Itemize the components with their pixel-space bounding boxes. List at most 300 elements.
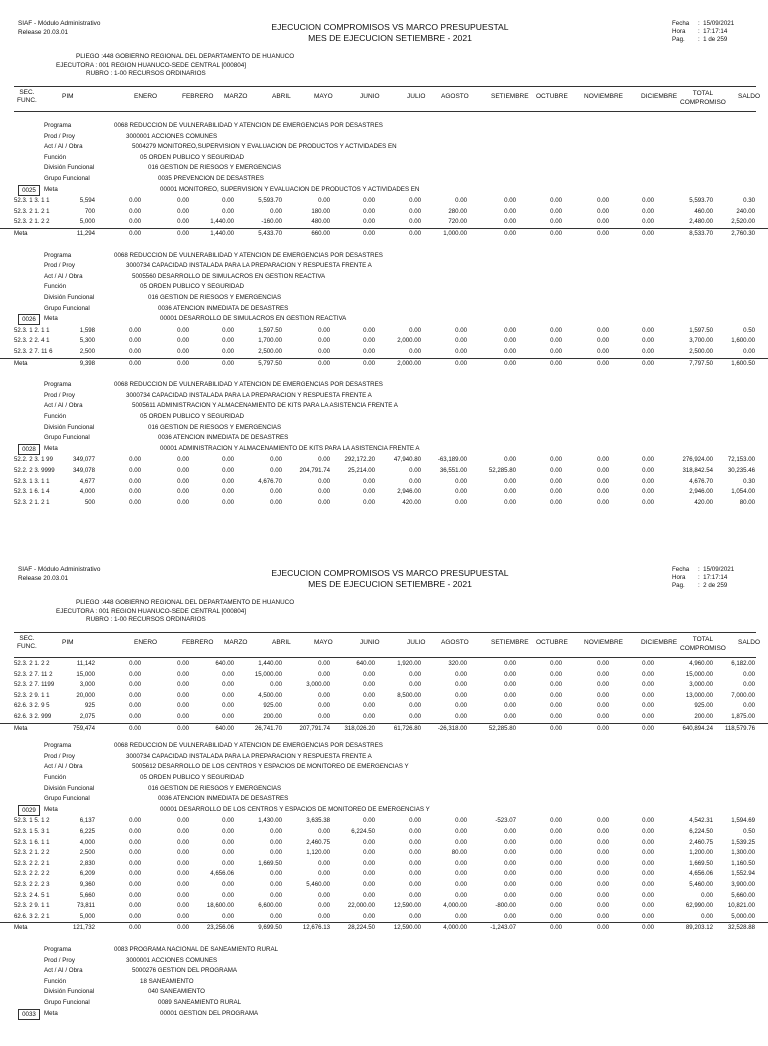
section-line: 3000734 CAPACIDAD INSTALADA PARA LA PREPARACION Y RESPUESTA FRENTE A: [126, 262, 372, 270]
row-value: 200.00: [694, 713, 713, 720]
section-label: Programa: [44, 122, 72, 129]
row-value: 0.00: [597, 218, 609, 226]
row-value: 0.00: [642, 713, 654, 720]
row-code: 52.3. 2 1. 2 1: [14, 498, 50, 506]
row-value: 15,000.00: [685, 670, 713, 678]
col-total-l2: COMPROMISO: [680, 645, 726, 652]
row-code: 52.3. 2 1. 2 1: [14, 207, 50, 215]
section-label: Prod / Proy: [44, 132, 75, 140]
row-value: 0.00: [550, 828, 562, 835]
row-code: 52.3. 1 3. 1 1: [14, 477, 50, 485]
row-value: 0.00: [455, 702, 467, 710]
row-value: 0.00: [222, 891, 234, 899]
row-value: 0.00: [504, 912, 516, 920]
row-value: 0.00: [409, 817, 421, 825]
date-row: [672, 28, 734, 36]
table-row: [0, 891, 768, 902]
row-value: 0.00: [129, 838, 141, 846]
col-month: MARZO: [224, 93, 248, 100]
row-value: 0.00: [363, 218, 375, 226]
row-value: 0.00: [642, 456, 654, 464]
table-row: [0, 901, 768, 912]
row-value: 0.00: [597, 488, 609, 496]
row-value: 0.00: [550, 498, 562, 506]
row-value: 6,209: [79, 870, 95, 878]
row-value: 5,660.00: [731, 891, 755, 899]
row-value: 0.00: [550, 477, 562, 485]
col-month: JULIO: [407, 639, 426, 646]
section-line: 18 SANEAMIENTO: [140, 977, 194, 985]
row-value: 0.00: [455, 477, 467, 485]
row-value: 1,539.25: [731, 838, 755, 846]
row-value: 660.00: [311, 230, 330, 237]
row-value: 30,235.46: [727, 467, 755, 474]
row-value: 0.00: [177, 326, 189, 334]
section-line: 3000734 CAPACIDAD INSTALADA PARA LA PREPARACION Y RESPUESTA FRENTE A: [126, 752, 372, 760]
row-value: 0.00: [642, 670, 654, 678]
row-value: 0.00: [550, 902, 562, 910]
row-value: 0.00: [455, 838, 467, 846]
date-value: 1 de 259: [703, 36, 728, 43]
row-value: 0.00: [550, 348, 562, 355]
meta-number-box: 0026: [18, 314, 40, 325]
row-value: 0.00: [642, 467, 654, 474]
row-value: 6,225: [79, 828, 95, 835]
row-value: 207,791.74: [299, 724, 330, 732]
section-labels: [44, 741, 94, 805]
row-code: 52.3. 1 5. 3 1: [14, 828, 50, 835]
row-value: 2,075: [79, 713, 95, 720]
date-row: [672, 574, 734, 582]
row-value: 1,000.00: [443, 230, 467, 237]
table-row: [0, 701, 768, 712]
row-code: 52.3. 2 1. 2 2: [14, 849, 50, 857]
row-value: 0.00: [409, 681, 421, 689]
row-code: 52.3. 2 2. 2 1: [14, 859, 50, 867]
col-month: DICIEMBRE: [641, 93, 678, 100]
row-value: 0.00: [222, 337, 234, 345]
row-value: 292,172.20: [344, 456, 375, 464]
row-value: 1,552.94: [731, 870, 755, 878]
row-value: 1,600.50: [731, 359, 755, 367]
row-code: 52.3. 2 2. 2 2: [14, 870, 50, 878]
section-line: 040 SANEAMIENTO: [148, 988, 205, 996]
date-colon: :: [698, 20, 704, 27]
row-value: 0.00: [363, 702, 375, 710]
row-value: 0.00: [318, 326, 330, 334]
row-value: 0.00: [504, 713, 516, 720]
row-value: 0.00: [642, 849, 654, 857]
row-value: 4,500.00: [258, 691, 282, 699]
section-label: División Funcional: [44, 293, 95, 301]
row-value: 0.00: [597, 859, 609, 867]
row-value: 0.00: [504, 477, 516, 485]
row-value: 0.00: [318, 337, 330, 345]
row-value: 0.00: [177, 849, 189, 857]
row-value: 32,528.88: [727, 924, 755, 932]
row-value: 0.00: [270, 681, 282, 689]
row-value: 4,000.00: [443, 924, 467, 932]
report-title-block: [230, 22, 550, 44]
row-value: 0.00: [550, 359, 562, 367]
date-colon: :: [698, 582, 704, 589]
row-value: 0.00: [504, 691, 516, 699]
table-row: [0, 326, 768, 337]
row-value: 0.00: [642, 838, 654, 846]
ejecutora-line: EJECUTORA : 001 REGION HUANUCO-SEDE CENTRAL [000804]: [56, 61, 247, 69]
row-value: 0.00: [455, 881, 467, 888]
row-value: 0.00: [642, 348, 654, 355]
row-code: 52.3. 1 2. 1 1: [14, 326, 50, 334]
row-value: 0.00: [222, 817, 234, 825]
section-line: 05 ORDEN PUBLICO Y SEGURIDAD: [140, 283, 244, 291]
row-value: 1,597.50: [689, 326, 713, 334]
section-line: 5000276 GESTION DEL PROGRAMA: [132, 967, 237, 975]
row-value: 5,593.70: [689, 197, 713, 205]
budget-section: [0, 741, 768, 815]
budget-section: [0, 121, 768, 195]
row-code: 52.3. 1 5. 1 2: [14, 817, 50, 825]
row-value: 0.00: [504, 207, 516, 215]
section-label: Prod / Proy: [44, 262, 75, 270]
row-value: 0.50: [743, 326, 755, 334]
date-key: Fecha: [672, 20, 690, 27]
row-value: 4,677: [79, 477, 95, 485]
col-month: ABRIL: [272, 93, 291, 100]
row-value: 0.00: [642, 912, 654, 920]
row-value: 0.30: [743, 197, 755, 205]
row-value: 0.00: [455, 713, 467, 720]
row-value: 1,669.50: [258, 859, 282, 867]
row-value: 0.00: [597, 902, 609, 910]
row-value: 0.00: [129, 230, 141, 237]
row-value: 5,593.70: [258, 197, 282, 205]
row-value: 2,500: [79, 348, 95, 355]
date-key: Hora: [672, 574, 686, 581]
row-value: 0.00: [222, 838, 234, 846]
section-line: 5005560 DESARROLLO DE SIMULACROS EN GESTION REACTIVA: [132, 272, 326, 280]
row-value: 0.00: [642, 207, 654, 215]
row-value: 0.00: [504, 681, 516, 689]
row-value: 0.00: [363, 197, 375, 205]
row-value: 0.00: [129, 498, 141, 506]
table-row: [0, 466, 768, 477]
row-value: 0.00: [597, 924, 609, 932]
row-value: 0.00: [177, 702, 189, 710]
row-value: 420.00: [402, 498, 421, 506]
section-label: Programa: [44, 381, 72, 389]
table-row: [0, 712, 768, 723]
section-line: 00001 ADMINISTRACION Y ALMACENAMIENTO DE KITS PARA LA ASISTENCIA FRENTE A: [160, 444, 420, 452]
row-value: 7,797.50: [689, 359, 713, 367]
row-value: 2,946.00: [689, 488, 713, 496]
date-row: [672, 36, 734, 44]
row-value: 240.00: [736, 207, 755, 215]
section-label: Función: [44, 412, 67, 420]
row-value: 0.00: [363, 348, 375, 355]
row-value: 0.00: [597, 207, 609, 215]
row-value: 0.00: [504, 670, 516, 678]
row-value: 52,285.80: [488, 467, 516, 474]
col-func-label: FUNC.: [17, 643, 37, 650]
row-value: 0.00: [363, 691, 375, 699]
table-row: [0, 477, 768, 488]
row-code: Meta: [14, 230, 28, 237]
row-value: 280.00: [448, 207, 467, 215]
row-value: 0.00: [177, 902, 189, 910]
row-value: 0.00: [222, 681, 234, 689]
row-code: 52.3. 1 3. 1 1: [14, 197, 50, 205]
row-value: 0.00: [177, 230, 189, 237]
row-value: 0.00: [409, 870, 421, 878]
row-value: 0.00: [177, 912, 189, 920]
col-month: MAYO: [314, 93, 333, 100]
col-saldo: SALDO: [738, 639, 761, 646]
row-value: 0.00: [270, 881, 282, 888]
section-label: Grupo Funcional: [44, 304, 90, 312]
row-value: 121,732: [72, 924, 95, 932]
row-value: 0.00: [177, 498, 189, 506]
row-value: 0.00: [642, 881, 654, 888]
row-value: -523.07: [495, 817, 516, 825]
row-value: 1,054.00: [731, 488, 755, 496]
row-value: 0.00: [318, 488, 330, 496]
row-value: 0.00: [701, 912, 713, 920]
row-value: 0.00: [177, 691, 189, 699]
row-value: 0.00: [222, 849, 234, 857]
row-value: 0.00: [318, 197, 330, 205]
row-value: 0.00: [597, 691, 609, 699]
meta-total-row: [0, 228, 768, 240]
row-value: 3,000.00: [689, 681, 713, 689]
row-value: 925.00: [694, 702, 713, 710]
report-title: EJECUCION COMPROMISOS VS MARCO PRESUPUESTAL: [271, 568, 509, 578]
row-value: 0.00: [318, 702, 330, 710]
row-value: -26,318.00: [437, 724, 467, 732]
row-value: 0.00: [642, 326, 654, 334]
row-value: 0.00: [222, 326, 234, 334]
row-value: 925.00: [263, 702, 282, 710]
row-value: 0.00: [129, 849, 141, 857]
row-value: 0.50: [743, 828, 755, 835]
row-value: 5,797.50: [258, 359, 282, 367]
row-value: 5,594: [79, 197, 95, 205]
row-value: 640.00: [215, 724, 234, 732]
row-value: 1,700.00: [258, 337, 282, 345]
row-value: 36,551.00: [439, 467, 467, 474]
row-value: 2,000.00: [397, 337, 421, 345]
section-label: Función: [44, 283, 67, 291]
section-label: Act / AI / Obra: [44, 272, 83, 280]
row-value: 0.00: [222, 691, 234, 699]
row-code: 62.6. 3 2. 2 1: [14, 912, 50, 920]
row-value: 0.00: [177, 724, 189, 732]
row-value: 0.00: [177, 218, 189, 226]
row-value: 0.00: [270, 891, 282, 899]
row-value: 0.00: [409, 859, 421, 867]
row-value: 6,182.00: [731, 660, 755, 667]
section-line: 05 ORDEN PUBLICO Y SEGURIDAD: [140, 412, 244, 420]
row-value: 0.00: [177, 670, 189, 678]
col-month: ENERO: [134, 639, 158, 646]
col-pim: PIM: [62, 639, 74, 646]
meta-number-box: 0033: [18, 1009, 40, 1020]
col-total-l1: TOTAL: [692, 90, 714, 97]
row-value: 0.00: [363, 713, 375, 720]
date-colon: :: [698, 28, 704, 35]
row-value: 0.00: [129, 817, 141, 825]
row-value: 0.00: [455, 891, 467, 899]
section-labels: [44, 945, 94, 1009]
col-sec: [17, 635, 37, 651]
report-subtitle: MES DE EJECUCION SETIEMBRE - 2021: [308, 33, 472, 43]
row-value: 3,635.38: [306, 817, 330, 825]
row-value: 0.00: [455, 691, 467, 699]
row-value: 0.00: [455, 498, 467, 506]
row-value: 8,533.70: [689, 230, 713, 237]
row-value: 0.00: [409, 467, 421, 474]
row-value: 0.00: [455, 817, 467, 825]
row-value: 500: [84, 498, 95, 506]
row-value: 0.00: [455, 681, 467, 689]
row-value: 0.00: [129, 924, 141, 932]
row-value: 0.00: [363, 838, 375, 846]
row-value: 0.00: [504, 326, 516, 334]
row-value: 5,460.00: [689, 881, 713, 888]
row-value: 0.00: [222, 670, 234, 678]
release-label: Release 20.03.01: [18, 28, 69, 36]
row-value: 0.00: [270, 870, 282, 878]
row-value: 0.00: [363, 326, 375, 334]
row-value: 62,990.00: [685, 902, 713, 910]
row-value: 4,542.31: [689, 817, 713, 825]
section-label: Act / AI / Obra: [44, 967, 83, 975]
section-line: 3000001 ACCIONES COMUNES: [126, 956, 218, 964]
section-label: Act / AI / Obra: [44, 143, 83, 151]
row-value: 0.00: [318, 828, 330, 835]
row-value: 0.00: [129, 902, 141, 910]
row-value: 0.00: [597, 912, 609, 920]
row-code: 52.3. 2 2. 2 3: [14, 881, 50, 888]
meta-total-row: [0, 922, 768, 934]
row-value: 0.00: [597, 891, 609, 899]
table-row: [0, 347, 768, 358]
row-value: 0.00: [504, 456, 516, 464]
row-code: 52.3. 2 9. 1 1: [14, 691, 50, 699]
row-value: 0.00: [222, 488, 234, 496]
row-value: 420.00: [694, 498, 713, 506]
row-value: 1,920.00: [397, 660, 421, 667]
row-value: 0.00: [597, 326, 609, 334]
row-value: 2,460.75: [689, 838, 713, 846]
row-value: 0.00: [550, 924, 562, 932]
row-value: 0.00: [129, 326, 141, 334]
row-value: 0.00: [363, 207, 375, 215]
row-code: 52.3. 2 9. 1 1: [14, 902, 50, 910]
row-value: 1,200.00: [689, 849, 713, 857]
col-month: ABRIL: [272, 639, 291, 646]
row-value: 0.00: [642, 724, 654, 732]
row-value: 0.00: [597, 881, 609, 888]
row-value: 0.00: [177, 859, 189, 867]
table-row: [0, 838, 768, 849]
date-block: [672, 566, 734, 590]
col-month: DICIEMBRE: [641, 639, 678, 646]
row-value: 276,924.00: [682, 456, 713, 464]
row-value: 5,000: [79, 218, 95, 226]
col-month: OCTUBRE: [536, 93, 568, 100]
meta-label: Meta: [44, 185, 58, 193]
row-value: 0.00: [642, 817, 654, 825]
section-line: 3000001 ACCIONES COMUNES: [126, 132, 218, 140]
date-colon: :: [698, 574, 704, 581]
row-value: 0.00: [129, 870, 141, 878]
row-value: 0.00: [177, 456, 189, 464]
row-value: 0.00: [177, 477, 189, 485]
row-value: 640.00: [356, 660, 375, 667]
row-value: 0.00: [270, 912, 282, 920]
row-value: 0.00: [455, 859, 467, 867]
row-value: 0.00: [222, 197, 234, 205]
row-value: 0.00: [597, 456, 609, 464]
row-value: 204,791.74: [299, 467, 330, 474]
row-value: 0.00: [177, 838, 189, 846]
row-value: 0.00: [129, 456, 141, 464]
report-title-block: [230, 568, 550, 590]
budget-section: [0, 945, 768, 1019]
row-value: 80.00: [451, 849, 467, 857]
release-label: Release 20.03.01: [18, 574, 69, 582]
row-value: 12,590.00: [393, 902, 421, 910]
row-value: 2,500.00: [689, 348, 713, 355]
row-value: 0.00: [129, 207, 141, 215]
table-row: [0, 816, 768, 827]
row-value: 0.30: [743, 477, 755, 485]
row-value: 3,700.00: [689, 337, 713, 345]
row-value: 0.00: [318, 498, 330, 506]
date-colon: :: [698, 566, 704, 573]
row-code: Meta: [14, 724, 28, 732]
row-code: 52.3. 2 1. 2 2: [14, 660, 50, 667]
col-sec-label: SEC.: [19, 635, 35, 642]
section-label: Función: [44, 153, 67, 161]
table-row: [0, 912, 768, 923]
row-value: 4,000: [79, 838, 95, 846]
row-value: -1,243.07: [490, 924, 516, 932]
date-key: Pag.: [672, 582, 685, 589]
row-code: 52.3. 1 6. 1 4: [14, 488, 50, 496]
report-title: EJECUCION COMPROMISOS VS MARCO PRESUPUESTAL: [271, 22, 509, 32]
row-value: 0.00: [318, 348, 330, 355]
row-value: 0.00: [504, 230, 516, 237]
row-value: 0.00: [597, 681, 609, 689]
date-colon: :: [698, 36, 704, 43]
row-value: 0.00: [642, 498, 654, 506]
row-value: 0.00: [409, 702, 421, 710]
row-value: 4,656.06: [210, 870, 234, 878]
row-value: 0.00: [129, 477, 141, 485]
rubro-line: RUBRO : 1-00 RECURSOS ORDINARIOS: [86, 70, 206, 78]
system-name: SIAF - Módulo Administrativo: [18, 20, 101, 27]
row-value: 25,214.00: [347, 467, 375, 474]
col-month: ENERO: [134, 93, 158, 100]
row-value: 0.00: [550, 859, 562, 867]
row-value: 0.00: [550, 218, 562, 226]
row-value: 0.00: [409, 477, 421, 485]
row-value: 0.00: [270, 849, 282, 857]
row-value: 0.00: [597, 348, 609, 355]
row-value: 0.00: [318, 660, 330, 667]
